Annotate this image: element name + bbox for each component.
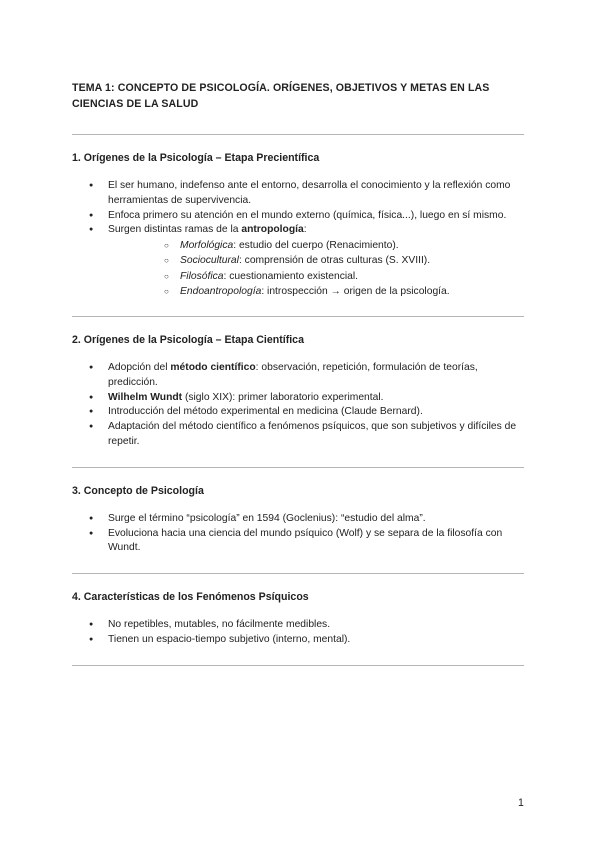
section-heading: 3. Concepto de Psicología — [72, 484, 204, 497]
item-text: : introspección → origen de la psicología. — [261, 285, 450, 297]
bullet-list — [72, 179, 524, 299]
list-item — [72, 223, 524, 299]
sub-list-item — [108, 269, 524, 284]
divider — [72, 316, 524, 317]
item-bold: método científico — [170, 362, 256, 373]
sub-list-item — [108, 284, 524, 299]
item-text: : comprensión de otras culturas (S. XVIII). — [238, 255, 431, 267]
sub-list-item — [108, 253, 524, 268]
item-text: Surgen distintas ramas de la — [108, 224, 242, 236]
item-term: Filosófica — [180, 270, 224, 282]
section-4 — [72, 590, 524, 648]
item-bold: antropología — [241, 224, 304, 236]
section-heading: 2. Orígenes de la Psicología – Etapa Científica — [72, 334, 304, 346]
divider — [72, 467, 524, 468]
list-item: ● Surge el término “psicología” en 1594 (Goclenius): “estudio del alma”. — [72, 512, 524, 527]
sub-bullet-list — [108, 238, 524, 299]
list-item: ● Introducción del método experimental en medicina (Claude Bernard). — [72, 405, 524, 420]
bullet-list — [72, 512, 524, 556]
item-text: (siglo XIX): primer laboratorio experimental. — [182, 391, 384, 403]
item-text: : estudio del cuerpo (Renacimiento). — [233, 240, 399, 252]
sub-list-item — [108, 238, 524, 253]
page-number: 1 — [518, 797, 524, 809]
list-item: ● Enfoca primero su atención en el mundo externo (química, física...), luego en sí mismo. — [72, 209, 524, 224]
list-item — [72, 361, 524, 391]
section-heading: 4. Características de los Fenómenos Psíquicos — [72, 591, 309, 604]
item-text: : observación, repetición, formulación de teorías, predicción. — [108, 362, 478, 388]
section-3 — [72, 484, 524, 556]
list-item — [72, 391, 524, 406]
document-page — [72, 80, 524, 666]
bullet-list — [72, 361, 524, 450]
document-title: TEMA 1: CONCEPTO DE PSICOLOGÍA. ORÍGENES, OBJETIVOS Y METAS EN LAS CIENCIAS DE LA SALUD — [72, 82, 490, 110]
section-1 — [72, 151, 524, 299]
item-bold: Wilhelm Wundt — [108, 391, 183, 403]
bullet-list — [72, 618, 524, 648]
divider — [72, 134, 524, 135]
section-heading: 1. Orígenes de la Psicología – Etapa Precientífica — [72, 152, 320, 164]
item-text: Adopción del — [108, 362, 171, 373]
list-item: ● Adaptación del método científico a fenómenos psíquicos, que son subjetivos y difíciles de repetir. — [72, 420, 524, 450]
item-text: : cuestionamiento existencial. — [223, 270, 359, 282]
divider — [72, 573, 524, 574]
item-term: Endoantropología — [180, 285, 262, 297]
section-2 — [72, 333, 524, 450]
list-item: ● Evoluciona hacia una ciencia del mundo psíquico (Wolf) y se separa de la filosofía con Wundt. — [72, 527, 524, 557]
item-term: Morfológica — [180, 240, 234, 252]
list-item: ● El ser humano, indefenso ante el entorno, desarrolla el conocimiento y la reflexión como herramientas de supervivencia. — [72, 179, 524, 209]
list-item: ● Tienen un espacio-tiempo subjetivo (interno, mental). — [72, 633, 524, 648]
item-term: Sociocultural — [180, 255, 239, 267]
list-item: ● No repetibles, mutables, no fácilmente medibles. — [72, 618, 524, 633]
divider — [72, 665, 524, 666]
item-text: : — [303, 224, 307, 236]
